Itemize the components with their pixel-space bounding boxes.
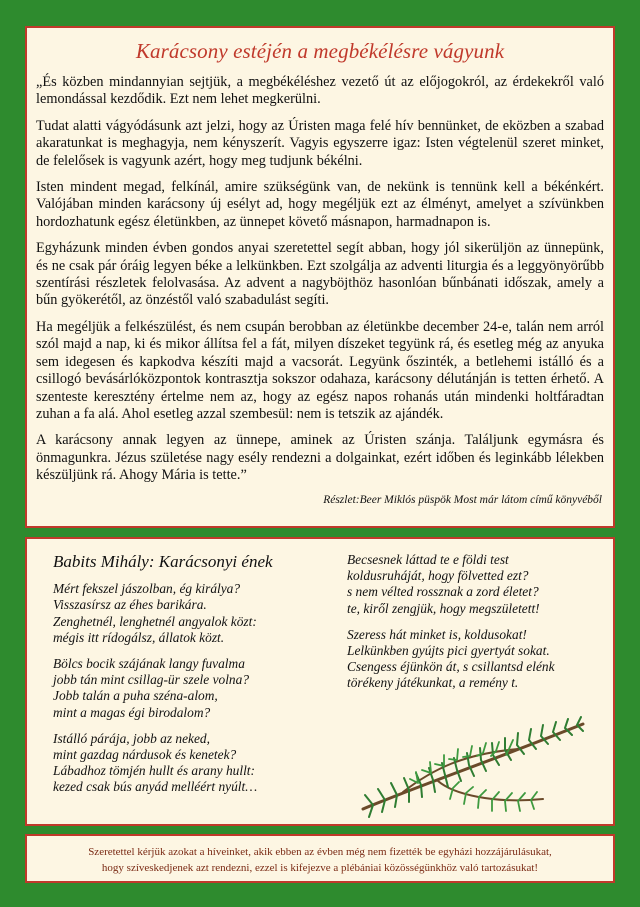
poem-line: s nem vélted rossznak a zord életet?	[347, 584, 539, 600]
poem-line: Visszasírsz az éhes barikára.	[53, 597, 207, 613]
poem-line: Zenghetnél, lenghetnél angyalok közt:	[53, 613, 257, 629]
article-paragraph: Tudat alatti vágyódásunk azt jelzi, hogy az Úristen maga felé hív bennünket, de eközben a szabad akaratunkat is meghagyja, nem kényszerít. Vagyis egyszerre igaz: Isten végtelenül szeret minket, de felelősek is vagyunk azért, hogy meg tudjunk békélni.	[36, 117, 604, 169]
article-paragraph: Egyházunk minden évben gondos anyai szeretettel segít abban, hogy jól sikerüljön az ünnepünk, és ne csak pár óráig legyen béke a lelkünkben. Ezt szolgálja az adventi liturgia és a leggyönyörűbb szentírási részletek felolvasása. Az advent a nagyböjthöz hasonlóan bűnbánati időszak, amely a bűn gyökerétől, az önzéstől való szabadulást segíti.	[36, 240, 604, 309]
fir-branch-image	[343, 709, 597, 819]
article-panel	[25, 26, 615, 528]
poem-line: te, kiről zengjük, hogy megszületett!	[347, 600, 540, 616]
poem-line: Istálló párája, jobb az neked,	[53, 730, 210, 746]
poem-line: törékeny játékunkat, a remény t.	[347, 675, 519, 691]
donation-notice	[25, 834, 615, 883]
poem-stanza	[53, 581, 273, 646]
poem-stanza	[53, 656, 273, 721]
poem-line: kezed csak bús anyád melléért nyúlt…	[53, 779, 258, 795]
poem-stanza	[347, 627, 555, 692]
poem-line: Jobb talán a puha széna-alom,	[53, 688, 218, 704]
poem-stanza	[53, 731, 273, 796]
article-source: Részlet:Beer Miklós püspök Most már látom című könyvéből	[323, 493, 602, 506]
poem-stanza	[347, 552, 555, 617]
poem-line: Lábadhoz tömjén hullt és arany hullt:	[53, 763, 255, 779]
poem-line: mint gazdag nárdusok és kenetek?	[53, 747, 237, 763]
poem-line: Becsesnek láttad te e földi test	[347, 552, 509, 567]
notice-line: Szeretettel kérjük azokat a híveinket, akik ebben az évben még nem fizették be egyházi hozzájárulásukat,	[88, 846, 552, 858]
article-paragraph: Ha megéljük a felkészülést, és nem csupán berobban az életünkbe december 24-e, talán nem arról szól majd a nap, ki és mikor állítsa fel a fát, milyen díszeket tegyünk rá, és esetleg még az anyuka sem idegesen és kapkodva készíti majd a vacsorát. Legyünk őszinték, a betlehemi istálló és a csillogó bevásárlóközpontok kontrasztja sokszor odahaza, karácsony délutánján is tetten érhető. A szenteste keresztény értelme nem az, hogy az egész napos rohanás után mindenki holtfáradtan zuhan a fa alá. Ahol esetleg azzal szembesül: nem is tetszik az ajándék.	[36, 318, 604, 422]
poem-line: Lelkünkben gyújts pici gyertyát sokat.	[347, 643, 550, 659]
poem-line: mégis itt rídogálsz, állatok közt.	[53, 629, 225, 645]
notice-line: hogy szíveskedjenek azt rendezni, ezzel is kifejezve a plébániai közösségünkhöz való tartozásukat!	[101, 862, 539, 874]
article-paragraph: A karácsony annak legyen az ünnepe, aminek az Úristen szánja. Találjunk egymásra és önmagunkra. Jézus születése nagy esély rendezni a dolgainkat, ezért időben és leginkább lélekben készüljünk rá. Ahogy Mária is tette.”	[36, 432, 604, 484]
poem-line: jobb tán mint csillag-ür szele volna?	[53, 672, 250, 688]
poem-line: mint a magas égi birodalom?	[53, 704, 211, 720]
poem-line: Mért fekszel jászolban, ég királya?	[53, 581, 241, 597]
poem-left-column	[53, 554, 273, 806]
poem-line: Szeress hát minket is, koldusokat!	[347, 626, 527, 642]
poem-title: Babits Mihály: Karácsonyi ének	[53, 552, 273, 571]
article-paragraph: „És közben mindannyian sejtjük, a megbékéléshez vezető út az előjogokról, az érdekekről való lemondással kezdődik. Ezt nem lehet megkerülni.	[36, 74, 604, 108]
poem-line: Csengess éjünkön át, s csillantsd elénk	[347, 659, 555, 675]
article-paragraph: Isten mindent megad, felkínál, amire szükségünk van, de nekünk is tennünk kell a békénkért. Valójában minden karácsony új esélyt ad, hogy megéljük ezt az élményt, amelyet a szívünkben hordozhatunk egész életünkben, az ünnepet követő másnapon, harmadnapon is.	[36, 179, 604, 230]
article-title: Karácsony estéjén a megbékélésre vágyunk	[135, 39, 505, 63]
poem-panel	[25, 537, 615, 826]
poem-right-column	[347, 552, 555, 702]
poem-line: Bölcs bocik szájának langy fuvalma	[53, 656, 245, 672]
poem-line: koldusruháját, hogy fölvetted ezt?	[347, 568, 529, 584]
